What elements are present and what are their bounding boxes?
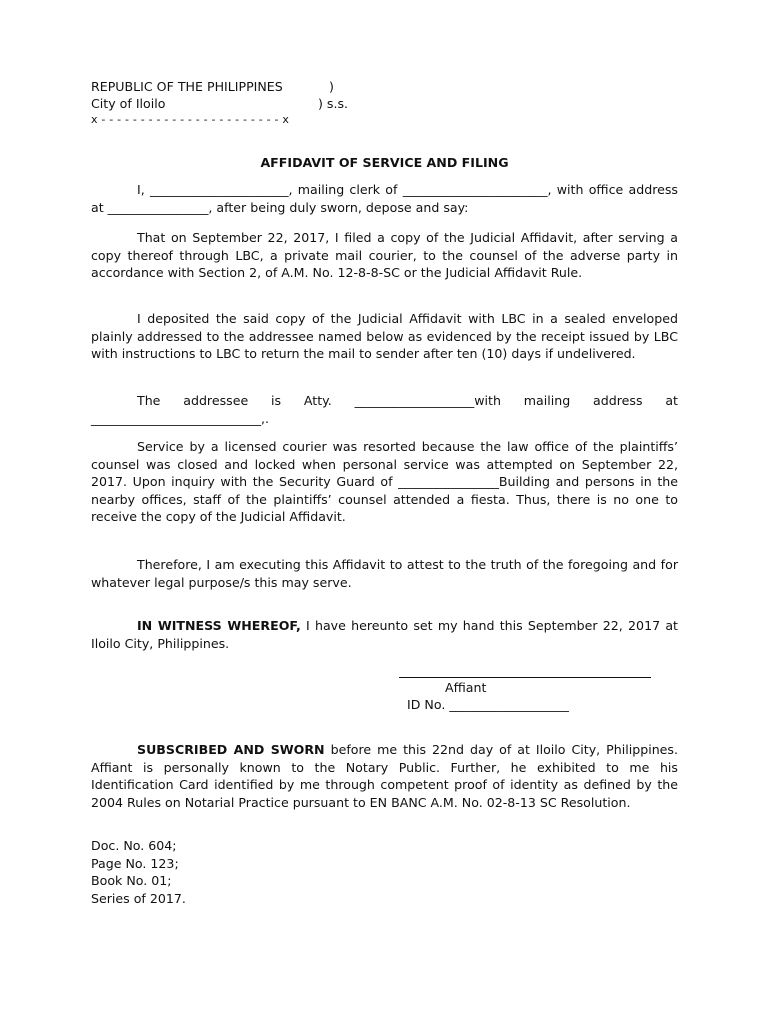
paragraph-6: Therefore, I am executing this Affidavit to attest to the truth of the foregoing and for whatever legal purpose/s this may serve. <box>91 557 678 590</box>
jurat-heading: SUBSCRIBED AND SWORN <box>137 742 325 757</box>
paragraph-3: I deposited the said copy of the Judicial Affidavit with LBC in a sealed enveloped plainly addressed to the addressee named below as evidenced by the receipt issued by LBC with instructions to LBC to return the mail to sender after ten (10) days if undelivered. <box>91 311 678 362</box>
id-number-field: ID No. ___________________ <box>407 697 569 712</box>
paragraph-4: The addressee is Atty. ___________________with mailing address at ___________________________,. <box>91 393 678 426</box>
signature-line <box>399 677 651 678</box>
doc-number: Doc. No. 604; <box>91 838 177 853</box>
affiant-label: Affiant <box>445 680 487 695</box>
paragraph-witness <box>91 617 678 652</box>
jurat-text: before me this 22nd day of at Iloilo City, Philippines. Affiant is personally known to the Notary Public. Further, he exhibited to me his Identification Card identified by me through competent proof of identity as defined by the 2004 Rules on Notarial Practice pursuant to EN BANC A.M. No. 02-8-13 SC Resolution. <box>91 742 678 810</box>
paragraph-1: I, ______________________, mailing clerk of _______________________, with office address at ________________, after being duly sworn, depose and say: <box>91 182 678 215</box>
book-number: Book No. 01; <box>91 873 172 889</box>
series-year: Series of 2017. <box>91 890 186 906</box>
paragraph-jurat <box>91 741 678 811</box>
document-title: AFFIDAVIT OF SERVICE AND FILING <box>260 155 509 170</box>
caption-city: City of Iloilo <box>91 96 166 111</box>
page-number: Page No. 123; <box>91 855 179 871</box>
caption-ss: ) s.s. <box>318 96 349 111</box>
paragraph-2: That on September 22, 2017, I filed a copy of the Judicial Affidavit, after serving a copy thereof through LBC, a private mail courier, to the counsel of the adverse party in accordance with Section 2, of A.M. No. 12-8-8-SC or the Judicial Affidavit Rule. <box>91 230 678 281</box>
caption-republic: REPUBLIC OF THE PHILIPPINES <box>91 79 283 94</box>
witness-text: I have hereunto set my hand this September 22, 2017 at Iloilo City, Philippines. <box>91 618 678 651</box>
notarial-register <box>91 837 186 907</box>
caption-dashes: x - - - - - - - - - - - - - - - - - - - - - - - x <box>91 113 290 126</box>
caption-paren: ) <box>329 79 334 94</box>
witness-heading: IN WITNESS WHEREOF, <box>137 618 301 633</box>
paragraph-5: Service by a licensed courier was resorted because the law office of the plaintiffs’ counsel was closed and locked when personal service was attempted on September 22, 2017. Upon inquiry with the Security Guard of ________________Building and persons in the nearby offices, staff of the plaintiffs’ counsel attended a fiesta. Thus, there is no one to receive the copy of the Judicial Affidavit. <box>91 439 678 525</box>
